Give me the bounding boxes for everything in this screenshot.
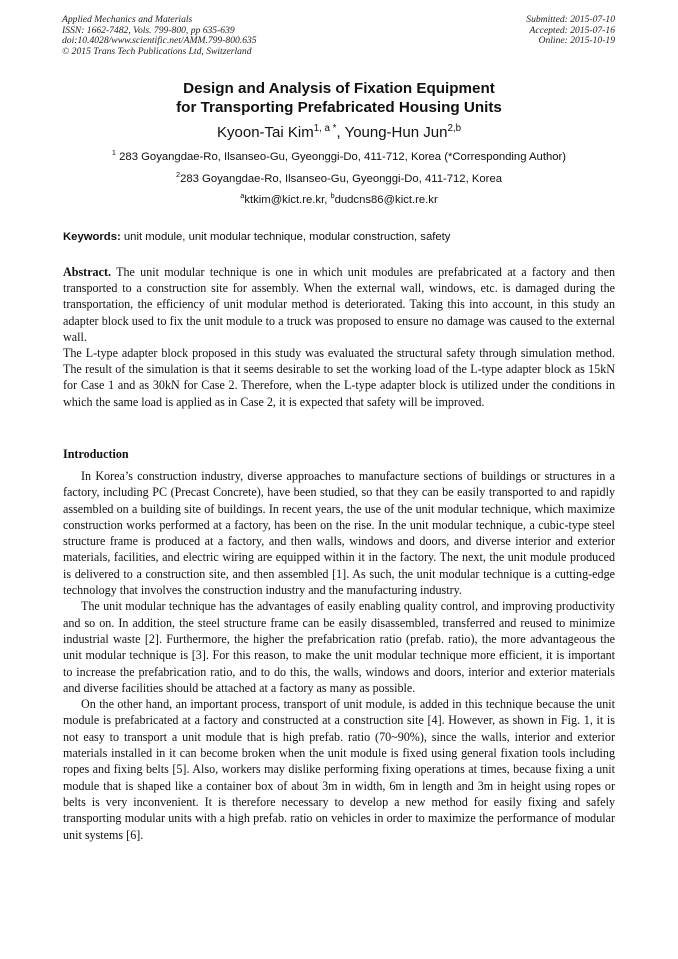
author-separator: ,	[336, 124, 345, 141]
intro-paragraph-3: On the other hand, an important process, transport of unit module, is added in this technique because the unit module is prefabricated at a factory and constructed at a construction site [4]. However, as shown in Fig. 1, it is not easy to transport a unit module that is high prefab. ratio (70~90%), since the walls, interior and exterior materials installed in it can become broken when the unit module is fixed using general fixation tools including ropes and fixing belts [5]. Also, workers may dislike performing fixing operations at times, because fixing a unit module that is shaped like a container box of about 3m in width, 6m in length and 3m in height using ropes or belts is very inconvenient. It is therefore necessary to develop a new method for easily fixing and safely transporting modular units with a high prefab. ratio on vehicles in order to maximize the performance of modular unit systems [6].	[63, 697, 615, 842]
accepted-date: Accepted: 2015-07-16	[529, 24, 615, 36]
keywords	[63, 231, 623, 244]
intro-paragraph-2: The unit modular technique has the advantages of easily enabling quality control, and improving productivity and so on. In addition, the steel structure frame can be easily disassembled, transferred and reused to minimize industrial waste [2]. Furthermore, the higher the prefabrication ratio (prefab. ratio), the more advantageous the unit modular technique is [3]. For this reason, to make the unit modular technique more efficient, it is important to increase the prefabrication ratio, and to do this, the walls, windows and doors, interior and exterior materials and diverse facilities should be attached at a factory as many as possible.	[63, 599, 615, 695]
author-1-marker: 1, a *	[313, 123, 337, 134]
online-date: Online: 2015-10-19	[538, 35, 615, 47]
journal-issn: ISSN: 1662-7482, Vols. 799-800, pp 635-639	[62, 24, 235, 36]
affiliation-2-marker: 2	[175, 170, 181, 180]
email-a-marker: a	[240, 191, 245, 201]
title-line-2: for Transporting Prefabricated Housing Units	[176, 98, 502, 116]
introduction-heading: Introduction	[63, 447, 129, 461]
keywords-text: unit module, unit modular technique, modular construction, safety	[120, 231, 451, 243]
journal-doi: doi:10.4028/www.scientific.net/AMM.799-800.635	[62, 35, 257, 47]
email-b: dudcns86@kict.re.kr	[334, 194, 438, 206]
affiliation-1-text: 283 Goyangdae-Ro, Ilsanseo-Gu, Gyeonggi-Do, 411-712, Korea (*Corresponding Author)	[116, 151, 567, 163]
journal-header	[62, 15, 257, 57]
abstract-label: Abstract.	[63, 265, 112, 279]
paper-title	[0, 80, 678, 117]
author-emails	[0, 191, 678, 207]
abstract-paragraph-2: The L-type adapter block proposed in this study was evaluated the structural safety through simulation method. The result of the simulation is that it seems desirable to set the working load of the L-type adapter block as 15kN for Case 1 and as 30kN for Case 2. Therefore, when the L-type adapter block is utilized under the conditions in which the same load is applied as in Case 2, it is expected that safety will be improved.	[63, 346, 615, 409]
introduction-body	[63, 468, 615, 843]
journal-name: Applied Mechanics and Materials	[62, 14, 193, 25]
email-a: ktkim@kict.re.kr,	[244, 194, 331, 206]
affiliation-2	[0, 170, 678, 186]
dates-header	[526, 15, 615, 47]
abstract-text-1: The unit modular technique is one in which unit modules are prefabricated at a factory and then transported to a construction site for assembly. When the external wall, windows, etc. is damaged during the transportation, the efficiency of unit modular method is deteriorated. Taking this into account, in this study an adapter block used to fix the unit module to a truck was proposed to ensure no damage was caused to the external wall.	[63, 265, 615, 344]
affiliation-2-text: 283 Goyangdae-Ro, Ilsanseo-Gu, Gyeonggi-Do, 411-712, Korea	[180, 173, 503, 185]
affiliation-1-marker: 1	[111, 148, 116, 158]
submitted-date: Submitted: 2015-07-10	[526, 14, 615, 25]
email-b-marker: b	[330, 191, 335, 201]
author-1: Kyoon-Tai Kim	[217, 124, 314, 141]
keywords-label: Keywords:	[63, 231, 121, 243]
author-2-marker: 2,b	[447, 123, 461, 134]
author-list	[0, 124, 678, 142]
affiliation-1	[0, 148, 678, 164]
intro-paragraph-1: In Korea’s construction industry, diverse approaches to manufacture sections of buildings or structures in a factory, including PC (Precast Concrete), have been studied, so that they can be easily transported to and rapidly assembled on a building site of buildings. In recent years, the use of the unit modular technique, which maximize construction works performed at a factory, has been on the rise. In the unit modular technique, a cubic-type steel structure frame is produced at a factory, and then walls, windows and doors, and diverse interior and exterior materials, facilities, and electric wiring are equipped within it in the factory. The next, the unit module produced is delivered to a construction site, and then assembled [1]. As such, the unit modular technique is a cutting-edge technology that involves the construction industry and the manufacturing industry.	[63, 469, 615, 598]
author-2: Young-Hun Jun	[344, 124, 448, 141]
journal-copyright: © 2015 Trans Tech Publications Ltd, Switzerland	[62, 45, 252, 57]
abstract-section	[63, 264, 615, 410]
abstract-paragraph-1	[63, 264, 615, 345]
title-line-1: Design and Analysis of Fixation Equipment	[183, 80, 495, 97]
